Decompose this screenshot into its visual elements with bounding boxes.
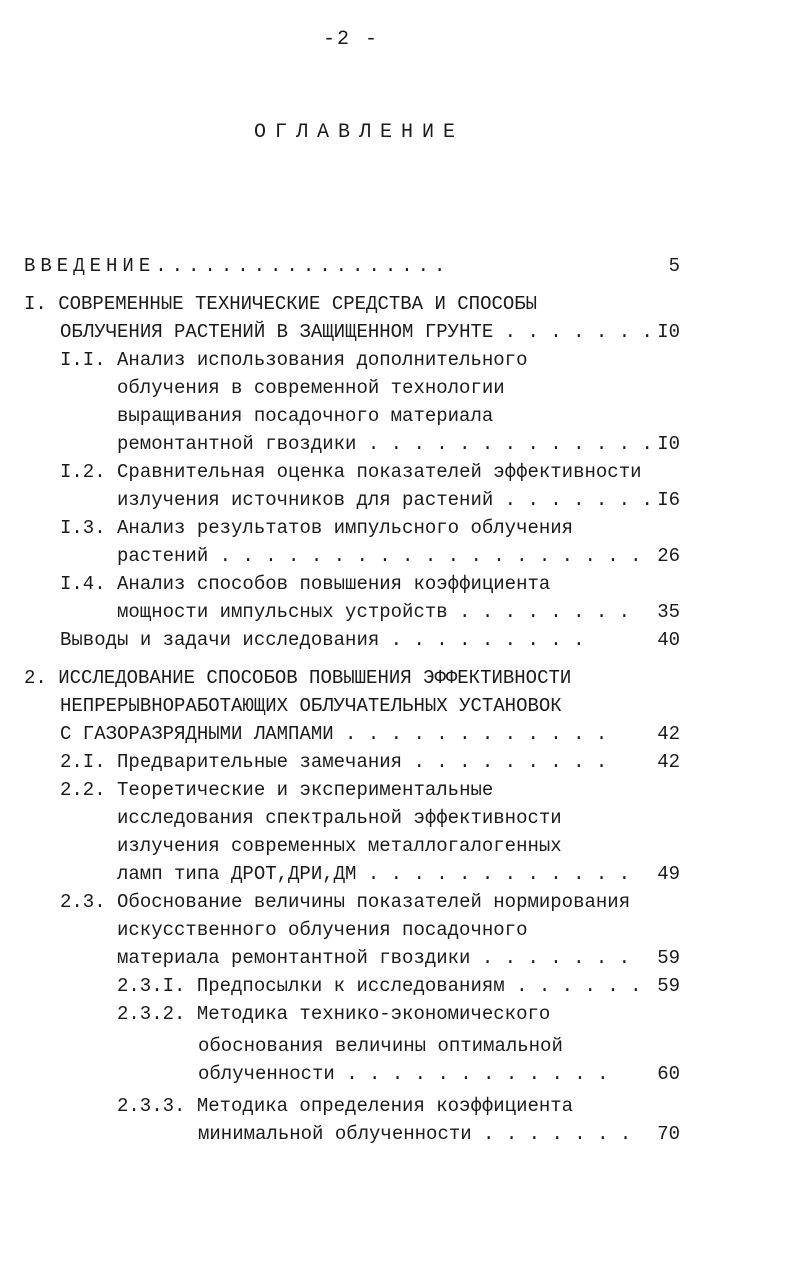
toc-page: 59 — [657, 947, 680, 969]
toc-section-2-2-cont: излучения современных металлогалогенных — [117, 835, 562, 857]
toc-page: 49 — [657, 863, 680, 885]
toc-page: 40 — [657, 629, 680, 651]
toc-entry-introduction: ВВЕДЕНИЕ.................. — [24, 255, 451, 277]
toc-page: I0 — [657, 433, 680, 455]
toc-subsection-2-3-3: 2.3.3. Методика определения коэффициента — [117, 1095, 574, 1117]
toc-section-2-2-cont: ламп типа ДРОТ,ДРИ,ДМ . . . . . . . . . . . . — [117, 863, 631, 885]
toc-section-1-4-cont: мощности импульсных устройств . . . . . . . . — [117, 601, 631, 623]
toc-section-1-3: I.3. Анализ результатов импульсного облучения — [60, 517, 574, 539]
toc-page: 35 — [657, 601, 680, 623]
toc-chapter-2-cont: НЕПРЕРЫВНОРАБОТАЮЩИХ ОБЛУЧАТЕЛЬНЫХ УСТАНОВОК — [60, 695, 562, 717]
toc-page: 42 — [657, 723, 680, 745]
toc-page: I0 — [657, 321, 680, 343]
toc-chapter-2: 2. ИССЛЕДОВАНИЕ СПОСОБОВ ПОВЫШЕНИЯ ЭФФЕКТИВНОСТИ — [24, 667, 572, 689]
toc-page: 5 — [668, 255, 680, 277]
toc-section-1-1-cont: выращивания посадочного материала — [117, 405, 494, 427]
toc-page: 59 — [657, 975, 680, 997]
toc-page: 42 — [657, 751, 680, 773]
toc-section-1-4: I.4. Анализ способов повышения коэффициента — [60, 573, 551, 595]
toc-page: 70 — [657, 1123, 680, 1145]
toc-section-1-1-cont: ремонтантной гвоздики . . . . . . . . . . . . . — [117, 433, 653, 455]
toc-page: 60 — [657, 1063, 680, 1085]
toc-section-2-2-cont: исследования спектральной эффективности — [117, 807, 562, 829]
toc-chapter-1-cont: ОБЛУЧЕНИЯ РАСТЕНИЙ В ЗАЩИЩЕННОМ ГРУНТЕ . . . . . . . — [60, 321, 653, 343]
toc-section-1-1: I.I. Анализ использования дополнительного — [60, 349, 528, 371]
toc-section-1-1-cont: облучения в современной технологии — [117, 377, 505, 399]
toc-title: ОГЛАВЛЕНИЕ — [254, 121, 465, 144]
toc-section-2-3-cont: материала ремонтантной гвоздики . . . . . . . — [117, 947, 631, 969]
toc-subsection-2-3-2-cont: обоснования величины оптимальной — [198, 1035, 563, 1057]
toc-page: 26 — [657, 545, 680, 567]
toc-subsection-2-3-2-cont: облученности . . . . . . . . . . . . — [198, 1063, 609, 1085]
toc-chapter-2-cont: С ГАЗОРАЗРЯДНЫМИ ЛАМПАМИ . . . . . . . . . . . . — [60, 723, 608, 745]
toc-subsection-2-3-3-cont: минимальной облученности . . . . . . . — [198, 1123, 632, 1145]
toc-conclusions: Выводы и задачи исследования . . . . . . . . . — [60, 629, 585, 651]
toc-section-1-2-cont: излучения источников для растений . . . . . . . — [117, 489, 653, 511]
toc-section-2-2: 2.2. Теоретические и экспериментальные — [60, 779, 494, 801]
toc-page: I6 — [657, 489, 680, 511]
toc-subsection-2-3-1: 2.3.I. Предпосылки к исследованиям . . . . . . — [117, 975, 642, 997]
toc-chapter-1: I. СОВРЕМЕННЫЕ ТЕХНИЧЕСКИЕ СРЕДСТВА И СПОСОБЫ — [24, 293, 538, 315]
toc-section-2-1: 2.I. Предварительные замечания . . . . . . . . . — [60, 751, 608, 773]
toc-section-2-3-cont: искусственного облучения посадочного — [117, 919, 528, 941]
toc-section-1-3-cont: растений . . . . . . . . . . . . . . . . . . . — [117, 545, 642, 567]
toc-subsection-2-3-2: 2.3.2. Методика технико-экономического — [117, 1003, 551, 1025]
page-number: -2 - — [323, 28, 380, 51]
toc-section-1-2: I.2. Сравнительная оценка показателей эффективности — [60, 461, 642, 483]
toc-section-2-3: 2.3. Обоснование величины показателей нормирования — [60, 891, 631, 913]
